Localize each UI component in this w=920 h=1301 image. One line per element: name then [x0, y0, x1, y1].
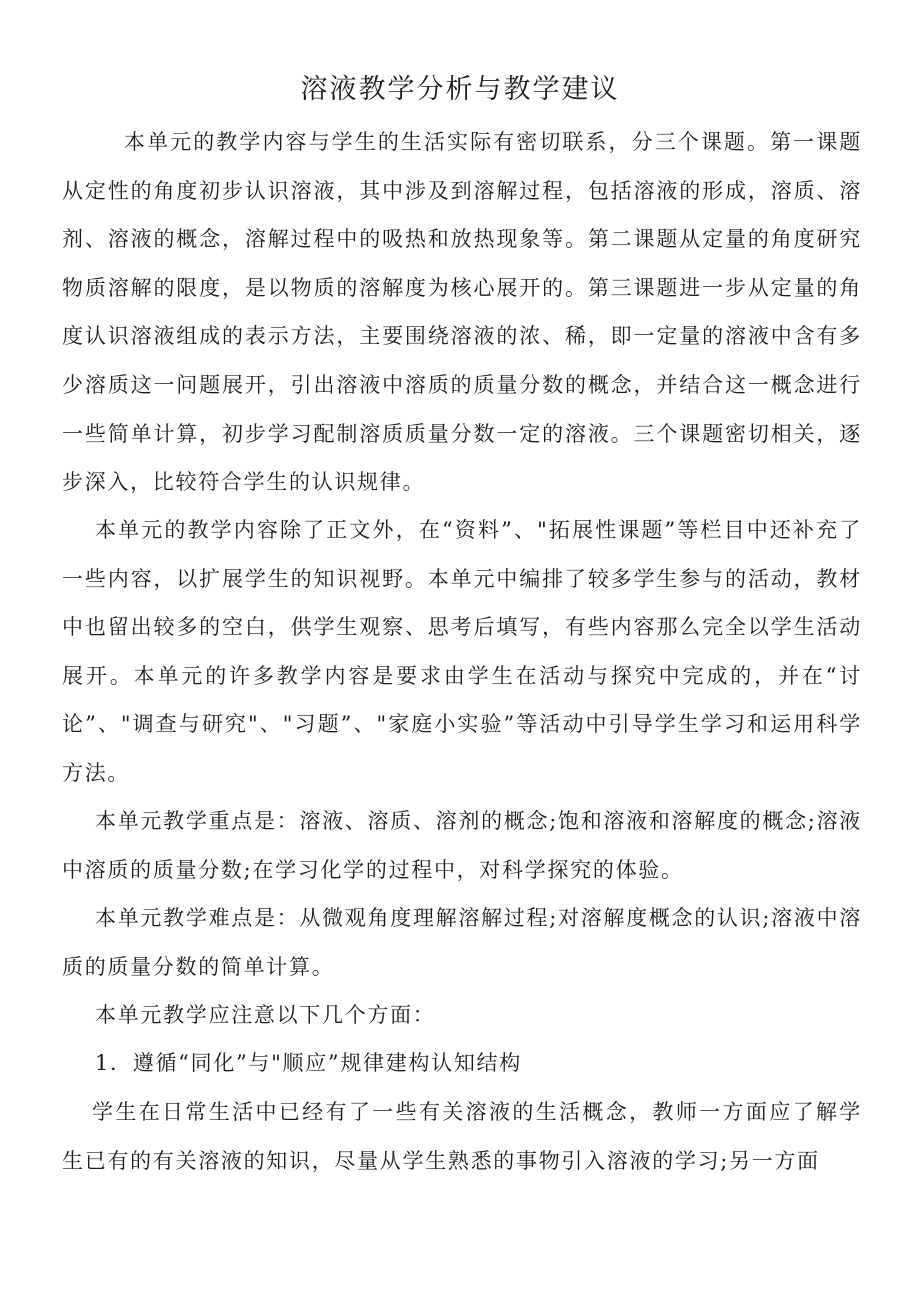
- paragraph-key-points: 本单元教学重点是：溶液、溶质、溶剂的概念;饱和溶液和溶解度的概念;溶液中溶质的质量分数;在学习化学的过程中，对科学探究的体验。: [62, 809, 862, 882]
- document-title: 溶液教学分析与教学建议: [300, 74, 620, 105]
- paragraph-unit-overview: 本单元的教学内容与学生的生活实际有密切联系，分三个课题。第一课题从定性的角度初步认识溶液，其中涉及到溶解过程，包括溶液的形成，溶质、溶剂、溶液的概念，溶解过程中的吸热和放热现象等。第二课题从定量的角度研究物质溶解的限度，是以物质的溶解度为核心展开的。第三课题进一步从定量的角度认识溶液组成的表示方法，主要围绕溶液的浓、稀，即一定量的溶液中含有多少溶质这一问题展开，引出溶液中溶质的质量分数的概念，并结合这一概念进行一些简单计算，初步学习配制溶质质量分数一定的溶液。三个课题密切相关，逐步深入，比较符合学生的认识规律。: [62, 130, 862, 495]
- paragraph-section-1-body: 学生在日常生活中已经有了一些有关溶液的生活概念，教师一方面应了解学生已有的有关溶液的知识，尽量从学生熟悉的事物引入溶液的学习;另一方面: [62, 1100, 862, 1173]
- section-heading-1: 1．遵循“同化”与"顺应”规律建构认知结构: [95, 1051, 522, 1075]
- paragraph-supplementary-content: 本单元的教学内容除了正文外，在“资料”、"拓展性课题”等栏目中还补充了一些内容，以扩展学生的知识视野。本单元中编排了较多学生参与的活动，教材中也留出较多的空白，供学生观察、思考后填写，有些内容那么完全以学生活动展开。本单元的许多教学内容是要求由学生在活动与探究中完成的，并在“讨论”、"调查与研究"、"习题”、"家庭小实验”等活动中引导学生学习和运用科学方法。: [62, 518, 862, 785]
- paragraph-attention-intro: 本单元教学应注意以下几个方面：: [95, 1003, 436, 1027]
- paragraph-difficult-points: 本单元教学难点是：从微观角度理解溶解过程;对溶解度概念的认识;溶液中溶质的质量分数的简单计算。: [62, 906, 862, 979]
